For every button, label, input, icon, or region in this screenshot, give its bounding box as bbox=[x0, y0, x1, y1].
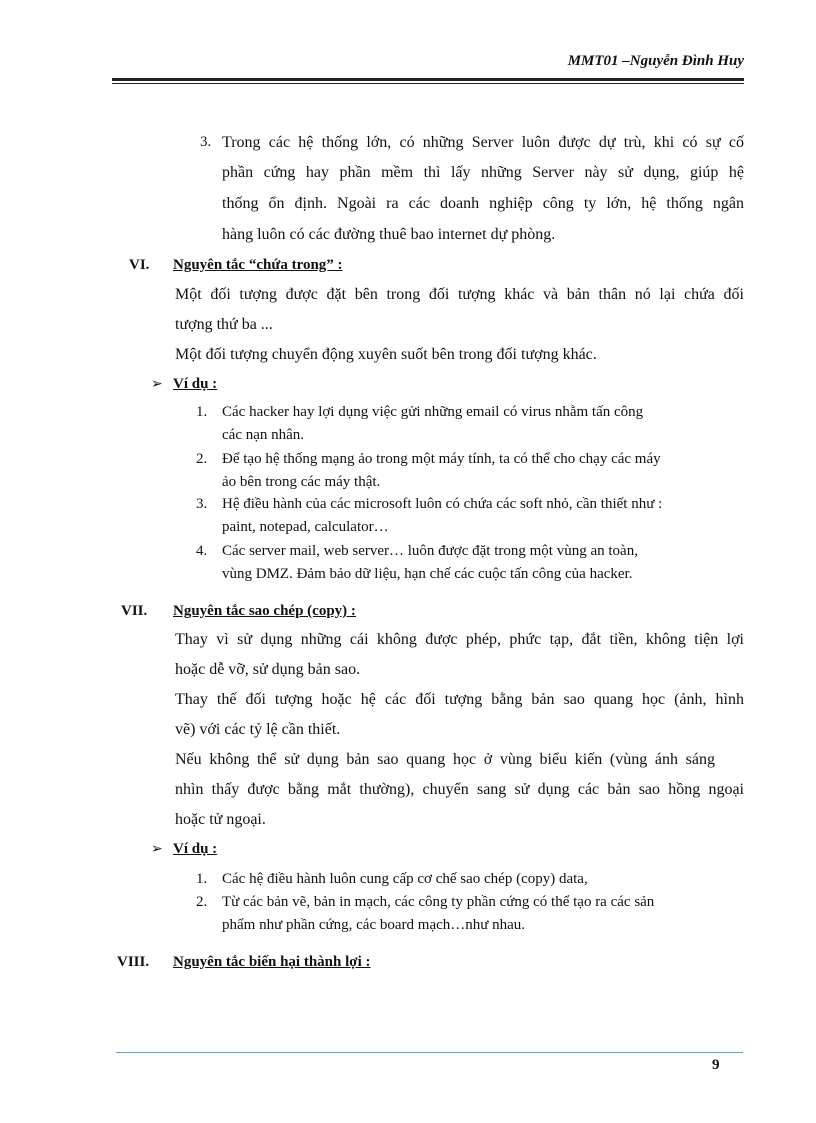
list-number: 3. bbox=[200, 134, 212, 150]
list-item-line: vùng DMZ. Đảm bảo dữ liệu, hạn chế các cuộc tấn công của hacker. bbox=[222, 566, 633, 582]
list-number: 2. bbox=[196, 894, 208, 910]
paragraph-line: phần cứng hay phần mềm thì lấy những Server này sử dụng, giúp hệ bbox=[222, 164, 744, 181]
list-number: 3. bbox=[196, 496, 208, 512]
arrow-bullet-icon: ➢ bbox=[151, 842, 163, 857]
list-number: 1. bbox=[196, 871, 208, 887]
example-heading: Ví dụ : bbox=[173, 376, 218, 392]
paragraph-line: Trong các hệ thống lớn, có những Server luôn được dự trù, khi có sự cố bbox=[222, 134, 744, 151]
arrow-bullet-icon: ➢ bbox=[151, 377, 163, 392]
paragraph-line: tượng thứ ba ... bbox=[175, 316, 273, 333]
section-number: VII. bbox=[121, 603, 148, 619]
example-heading: Ví dụ : bbox=[173, 841, 218, 857]
list-item-line: Các server mail, web server… luôn được đặt trong một vùng an toàn, bbox=[222, 543, 638, 559]
list-item-line: các nạn nhân. bbox=[222, 427, 305, 443]
list-item-line: Các hacker hay lợi dụng việc gửi những email có virus nhằm tấn công bbox=[222, 404, 644, 420]
paragraph-line: Một đối tượng chuyển động xuyên suốt bên trong đối tượng khác. bbox=[175, 346, 597, 363]
paragraph-line: vẽ) với các tỷ lệ cần thiết. bbox=[175, 721, 341, 738]
section-number: VIII. bbox=[117, 954, 150, 970]
section-title: Nguyên tắc “chứa trong” : bbox=[173, 257, 343, 273]
section-title: Nguyên tắc sao chép (copy) : bbox=[173, 603, 356, 619]
list-item-line: ảo bên trong các máy thật. bbox=[222, 474, 381, 490]
list-item-line: Để tạo hệ thống mạng ảo trong một máy tính, ta có thể cho chạy các máy bbox=[222, 451, 661, 467]
list-number: 4. bbox=[196, 543, 208, 559]
list-item-line: Các hệ điều hành luôn cung cấp cơ chế sao chép (copy) data, bbox=[222, 871, 588, 887]
paragraph-line: nhìn thấy được bằng mắt thường), chuyển sang sử dụng các bản sao hồng ngoại bbox=[175, 781, 744, 798]
list-item-line: Hệ điều hành của các microsoft luôn có chứa các soft nhỏ, cần thiết như : bbox=[222, 496, 663, 512]
list-item-line: Từ các bản vẽ, bản in mạch, các công ty phần cứng có thể tạo ra các sản bbox=[222, 894, 655, 910]
paragraph-line: hoặc tử ngoại. bbox=[175, 811, 266, 828]
section-title: Nguyên tắc biến hại thành lợi : bbox=[173, 954, 371, 970]
page-number: 9 bbox=[712, 1057, 720, 1073]
paragraph-line: hàng luôn có các đường thuê bao internet dự phòng. bbox=[222, 226, 556, 243]
running-header: MMT01 –Nguyễn Đình Huy bbox=[567, 53, 744, 69]
section-number: VI. bbox=[129, 257, 150, 273]
list-number: 1. bbox=[196, 404, 208, 420]
header-rule bbox=[112, 78, 744, 81]
header-rule-thin bbox=[112, 83, 744, 84]
list-item-line: phẩm như phần cứng, các board mạch…như nhau. bbox=[222, 917, 526, 933]
paragraph-line: thống ổn định. Ngoài ra các doanh nghiệp công ty lớn, hệ thống ngân bbox=[222, 195, 744, 212]
list-item-line: paint, notepad, calculator… bbox=[222, 519, 389, 535]
paragraph-line: Thay vì sử dụng những cái không được phép, phức tạp, đắt tiền, không tiện lợi bbox=[175, 631, 744, 648]
paragraph-line: Nếu không thể sử dụng bản sao quang học ở vùng biểu kiến (vùng ánh sáng bbox=[175, 751, 715, 768]
footer-rule bbox=[116, 1052, 743, 1053]
paragraph-line: Một đối tượng được đặt bên trong đối tượng khác và bản thân nó lại chứa đối bbox=[175, 286, 744, 303]
list-number: 2. bbox=[196, 451, 208, 467]
paragraph-line: Thay thế đối tượng hoặc hệ các đối tượng bằng bản sao quang học (ảnh, hình bbox=[175, 691, 744, 708]
paragraph-line: hoặc dễ vỡ, sử dụng bản sao. bbox=[175, 661, 361, 678]
